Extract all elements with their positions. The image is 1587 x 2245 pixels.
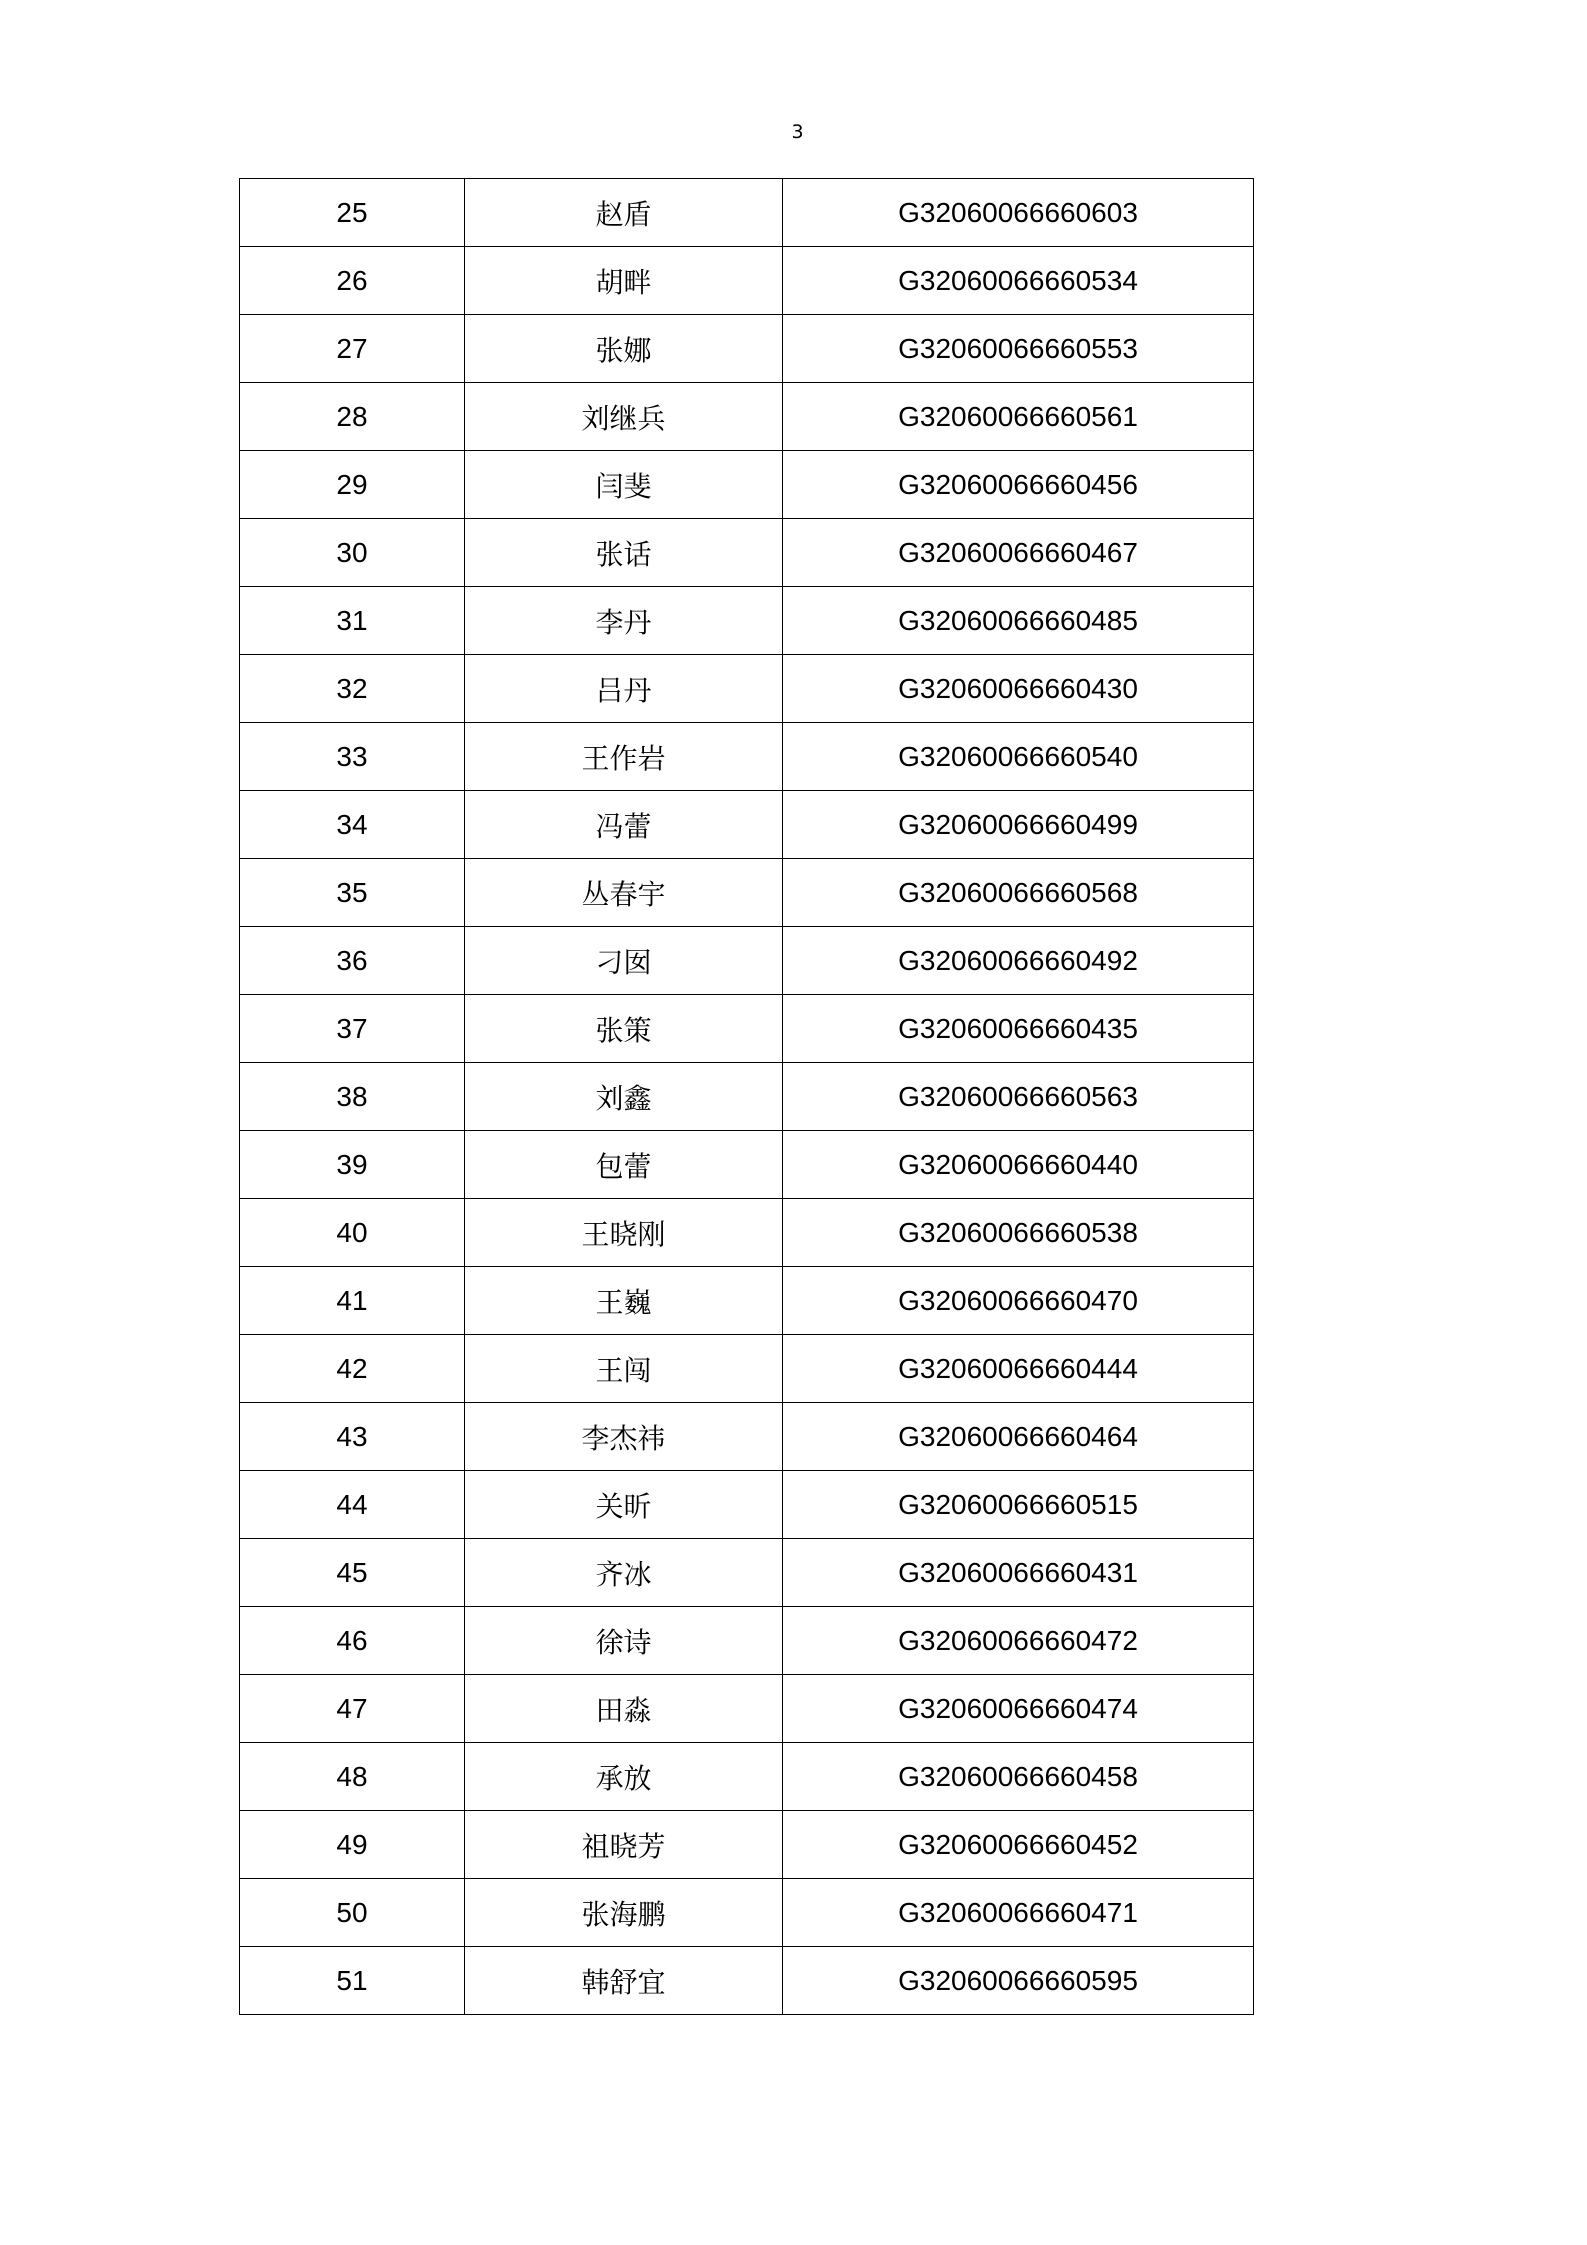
person-name-cell: 包蕾: [465, 1131, 783, 1199]
row-index-cell: 43: [240, 1403, 465, 1471]
person-name-cell: 张话: [465, 519, 783, 587]
person-name-cell: 田淼: [465, 1675, 783, 1743]
table-row: [240, 995, 1254, 1063]
row-index-cell: 29: [240, 451, 465, 519]
table-row: [240, 1539, 1254, 1607]
table-row: [240, 383, 1254, 451]
certificate-code-cell: G32060066660534: [783, 247, 1254, 315]
table-row: [240, 1675, 1254, 1743]
certificate-code-cell: G32060066660553: [783, 315, 1254, 383]
certificate-code-cell: G32060066660458: [783, 1743, 1254, 1811]
table-row: [240, 519, 1254, 587]
table-row: [240, 179, 1254, 247]
person-name-cell: 齐冰: [465, 1539, 783, 1607]
certificate-code-cell: G32060066660492: [783, 927, 1254, 995]
table-row: [240, 723, 1254, 791]
person-name-cell: 胡畔: [465, 247, 783, 315]
certificate-code-cell: G32060066660464: [783, 1403, 1254, 1471]
table-row: [240, 451, 1254, 519]
row-index-cell: 44: [240, 1471, 465, 1539]
row-index-cell: 27: [240, 315, 465, 383]
row-index-cell: 51: [240, 1947, 465, 2015]
person-name-cell: 丛春宇: [465, 859, 783, 927]
certificate-code-cell: G32060066660471: [783, 1879, 1254, 1947]
person-name-cell: 张海鹏: [465, 1879, 783, 1947]
person-name-cell: 赵盾: [465, 179, 783, 247]
person-name-cell: 张策: [465, 995, 783, 1063]
table-row: [240, 1335, 1254, 1403]
table-row: [240, 1743, 1254, 1811]
certificate-code-cell: G32060066660470: [783, 1267, 1254, 1335]
row-index-cell: 32: [240, 655, 465, 723]
person-name-cell: 刘继兵: [465, 383, 783, 451]
table-row: [240, 1471, 1254, 1539]
row-index-cell: 34: [240, 791, 465, 859]
table-row: [240, 1607, 1254, 1675]
row-index-cell: 31: [240, 587, 465, 655]
person-name-cell: 李杰祎: [465, 1403, 783, 1471]
certificate-code-cell: G32060066660474: [783, 1675, 1254, 1743]
page-number: 3: [791, 121, 804, 143]
person-name-cell: 闫斐: [465, 451, 783, 519]
table-row: [240, 587, 1254, 655]
roster-table: [239, 178, 1254, 2015]
row-index-cell: 50: [240, 1879, 465, 1947]
certificate-code-cell: G32060066660440: [783, 1131, 1254, 1199]
table-row: [240, 791, 1254, 859]
certificate-code-cell: G32060066660603: [783, 179, 1254, 247]
person-name-cell: 刁囡: [465, 927, 783, 995]
row-index-cell: 42: [240, 1335, 465, 1403]
table-row: [240, 315, 1254, 383]
person-name-cell: 韩舒宜: [465, 1947, 783, 2015]
row-index-cell: 48: [240, 1743, 465, 1811]
table-row: [240, 1267, 1254, 1335]
table-row: [240, 859, 1254, 927]
certificate-code-cell: G32060066660456: [783, 451, 1254, 519]
person-name-cell: 吕丹: [465, 655, 783, 723]
certificate-code-cell: G32060066660430: [783, 655, 1254, 723]
certificate-code-cell: G32060066660444: [783, 1335, 1254, 1403]
person-name-cell: 李丹: [465, 587, 783, 655]
person-name-cell: 王晓刚: [465, 1199, 783, 1267]
certificate-code-cell: G32060066660561: [783, 383, 1254, 451]
certificate-code-cell: G32060066660452: [783, 1811, 1254, 1879]
row-index-cell: 28: [240, 383, 465, 451]
row-index-cell: 49: [240, 1811, 465, 1879]
certificate-code-cell: G32060066660563: [783, 1063, 1254, 1131]
row-index-cell: 35: [240, 859, 465, 927]
row-index-cell: 41: [240, 1267, 465, 1335]
person-name-cell: 冯蕾: [465, 791, 783, 859]
row-index-cell: 46: [240, 1607, 465, 1675]
table-row: [240, 1131, 1254, 1199]
roster-table-body: [240, 179, 1254, 2015]
row-index-cell: 39: [240, 1131, 465, 1199]
row-index-cell: 45: [240, 1539, 465, 1607]
row-index-cell: 47: [240, 1675, 465, 1743]
certificate-code-cell: G32060066660595: [783, 1947, 1254, 2015]
row-index-cell: 26: [240, 247, 465, 315]
table-row: [240, 1063, 1254, 1131]
row-index-cell: 25: [240, 179, 465, 247]
certificate-code-cell: G32060066660515: [783, 1471, 1254, 1539]
person-name-cell: 王作岩: [465, 723, 783, 791]
row-index-cell: 30: [240, 519, 465, 587]
certificate-code-cell: G32060066660485: [783, 587, 1254, 655]
table-row: [240, 1811, 1254, 1879]
certificate-code-cell: G32060066660431: [783, 1539, 1254, 1607]
table-row: [240, 1199, 1254, 1267]
person-name-cell: 祖晓芳: [465, 1811, 783, 1879]
table-row: [240, 927, 1254, 995]
row-index-cell: 40: [240, 1199, 465, 1267]
certificate-code-cell: G32060066660540: [783, 723, 1254, 791]
person-name-cell: 王闯: [465, 1335, 783, 1403]
table-row: [240, 1879, 1254, 1947]
person-name-cell: 徐诗: [465, 1607, 783, 1675]
person-name-cell: 承放: [465, 1743, 783, 1811]
row-index-cell: 36: [240, 927, 465, 995]
person-name-cell: 张娜: [465, 315, 783, 383]
certificate-code-cell: G32060066660499: [783, 791, 1254, 859]
person-name-cell: 关昕: [465, 1471, 783, 1539]
table-row: [240, 1403, 1254, 1471]
certificate-code-cell: G32060066660467: [783, 519, 1254, 587]
certificate-code-cell: G32060066660568: [783, 859, 1254, 927]
table-row: [240, 247, 1254, 315]
certificate-code-cell: G32060066660472: [783, 1607, 1254, 1675]
certificate-code-cell: G32060066660538: [783, 1199, 1254, 1267]
row-index-cell: 38: [240, 1063, 465, 1131]
certificate-code-cell: G32060066660435: [783, 995, 1254, 1063]
person-name-cell: 刘鑫: [465, 1063, 783, 1131]
row-index-cell: 33: [240, 723, 465, 791]
table-row: [240, 655, 1254, 723]
person-name-cell: 王巍: [465, 1267, 783, 1335]
row-index-cell: 37: [240, 995, 465, 1063]
table-row: [240, 1947, 1254, 2015]
